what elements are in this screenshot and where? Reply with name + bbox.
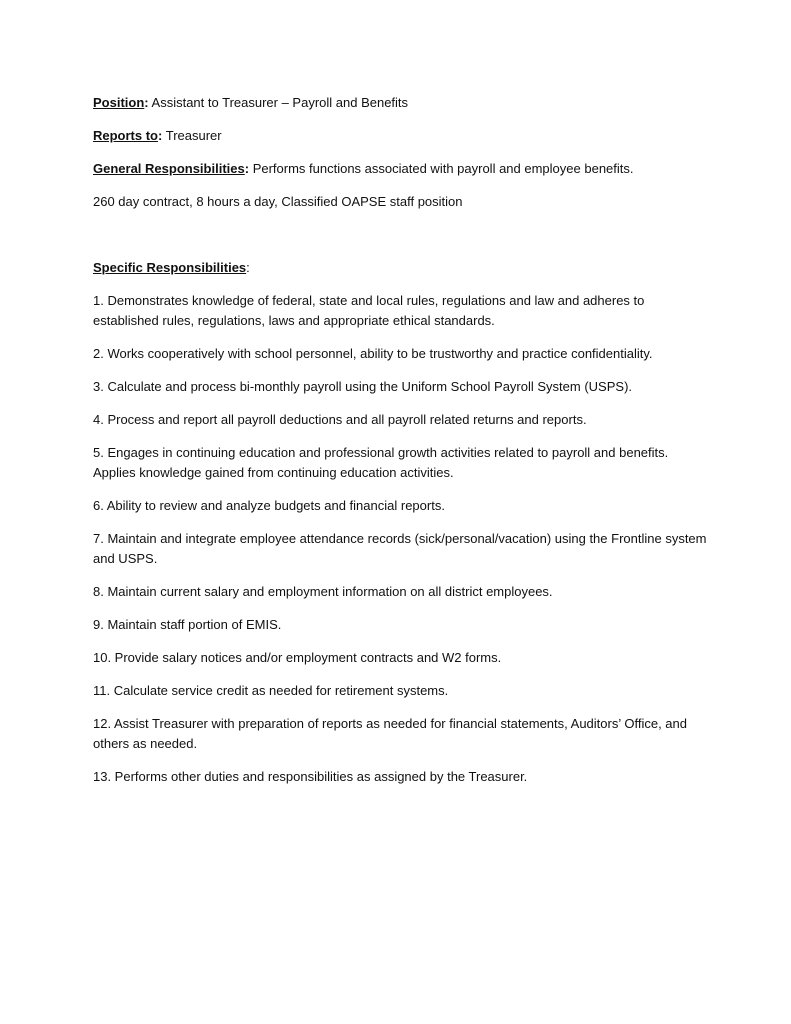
list-item: 2. Works cooperatively with school personnel, ability to be trustworthy and practice confidentiality. (93, 346, 653, 361)
list-item: 13. Performs other duties and responsibilities as assigned by the Treasurer. (93, 769, 528, 784)
general-responsibilities-label: General Responsibilities (93, 161, 245, 176)
list-item: 1. Demonstrates knowledge of federal, state and local rules, regulations and law and adheres to established rules, regulations, laws and appropriate ethical standards. (93, 293, 645, 328)
responsibilities-list (93, 291, 713, 787)
list-item: 9. Maintain staff portion of EMIS. (93, 617, 282, 632)
position-label: Position (93, 95, 145, 110)
general-responsibilities-line (93, 159, 713, 179)
list-item: 8. Maintain current salary and employment information on all district employees. (93, 584, 553, 599)
section-spacer (93, 225, 713, 258)
position-colon: : (144, 95, 149, 110)
list-item: 6. Ability to review and analyze budgets and financial reports. (93, 498, 445, 513)
list-item: 5. Engages in continuing education and professional growth activities related to payroll and benefits. Applies knowledge gained from continuing education activities. (93, 445, 669, 480)
reports-to-colon: : (158, 128, 163, 143)
contract-line: 260 day contract, 8 hours a day, Classified OAPSE staff position (93, 194, 463, 209)
reports-to-value: Treasurer (165, 128, 222, 143)
general-responsibilities-colon: : (244, 161, 250, 176)
general-responsibilities-value: Performs functions associated with payroll and employee benefits. (252, 161, 634, 176)
list-item: 7. Maintain and integrate employee attendance records (sick/personal/vacation) using the Frontline system and USPS. (93, 531, 707, 566)
list-item: 4. Process and report all payroll deductions and all payroll related returns and reports. (93, 412, 587, 427)
position-value: Assistant to Treasurer – Payroll and Benefits (151, 95, 409, 110)
specific-responsibilities-colon: : (246, 260, 250, 275)
reports-to-line (93, 126, 713, 146)
specific-responsibilities-heading (93, 258, 713, 278)
specific-responsibilities-label: Specific Responsibilities (93, 260, 247, 275)
list-item: 3. Calculate and process bi-monthly payroll using the Uniform School Payroll System (USPS). (93, 379, 633, 394)
list-item: 12. Assist Treasurer with preparation of reports as needed for financial statements, Auditors’ Office, and others as needed. (93, 716, 687, 751)
position-line (93, 93, 713, 113)
document-body (93, 93, 713, 800)
list-item: 10. Provide salary notices and/or employment contracts and W2 forms. (93, 650, 502, 665)
list-item: 11. Calculate service credit as needed for retirement systems. (93, 683, 449, 698)
reports-to-label: Reports to (93, 128, 158, 143)
